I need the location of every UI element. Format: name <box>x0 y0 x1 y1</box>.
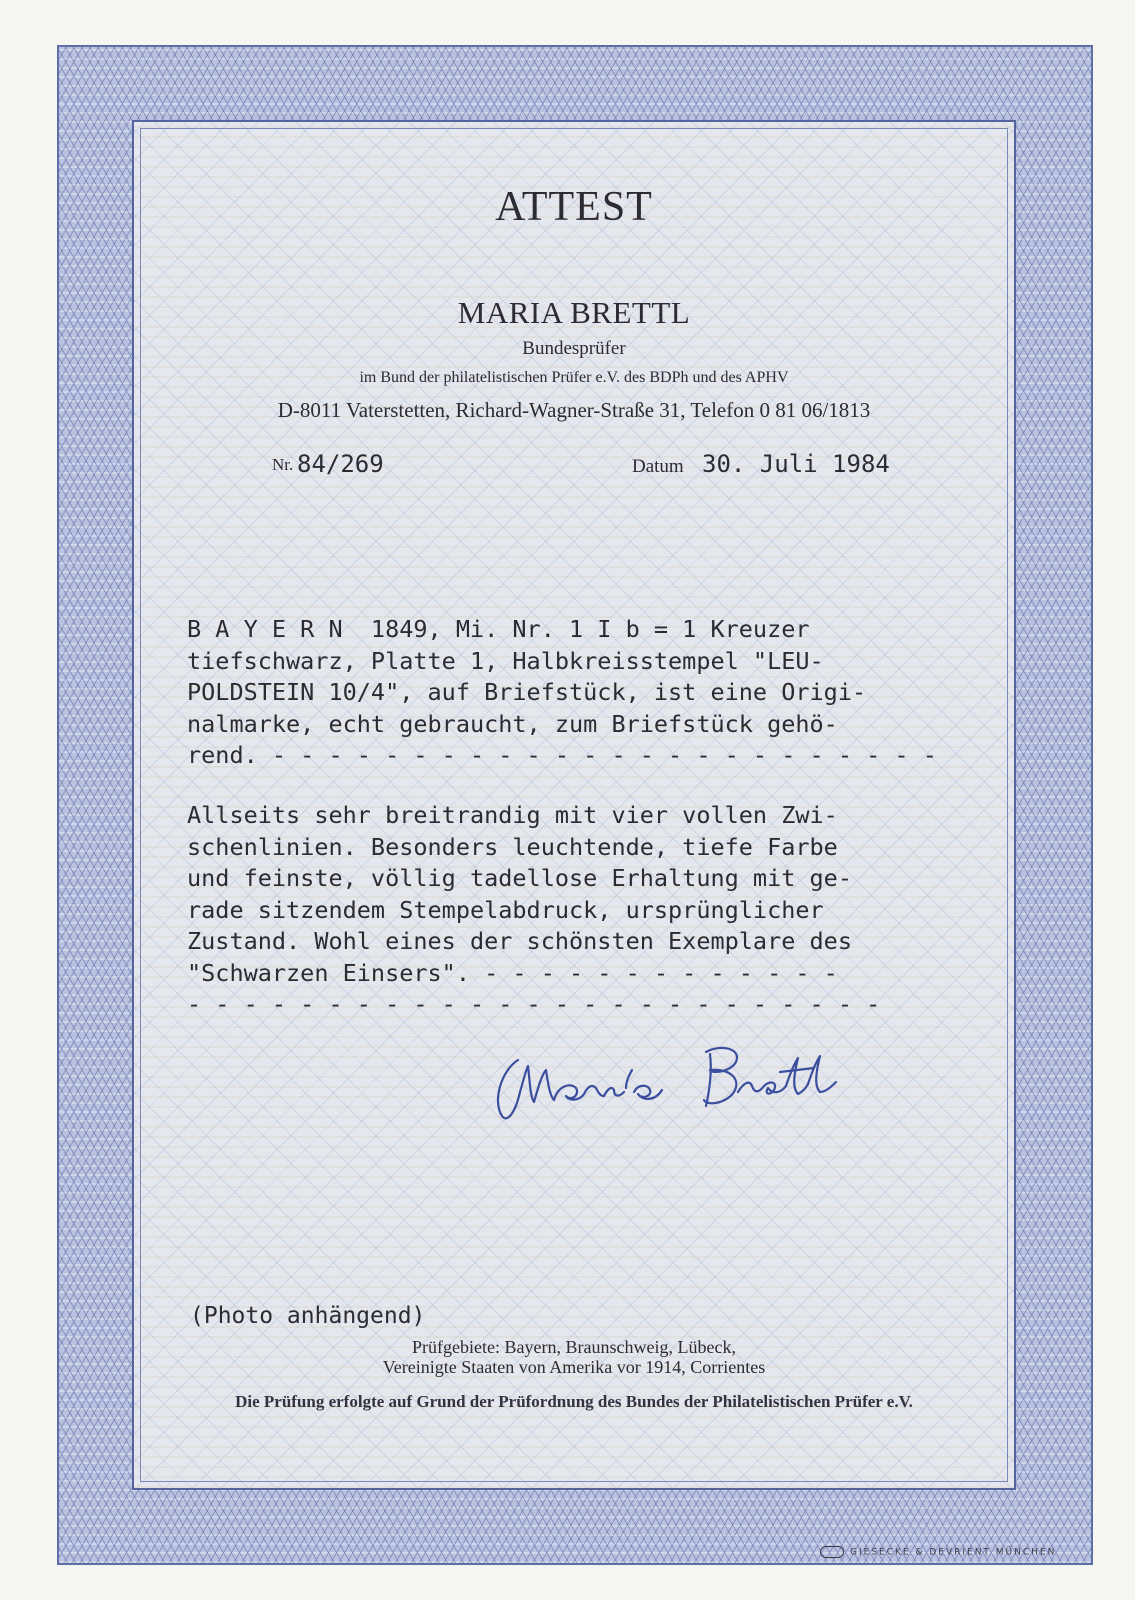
stamp-description: B A Y E R N 1849, Mi. Nr. 1 I b = 1 Kreuzer tiefschwarz, Platte 1, Halbkreisstempel "LEU- POLDSTEIN 10/4", auf Briefstück, ist eine Origi- nalmarke, echt gebraucht, zum Briefstück gehö- rend. - - - - - - - - - - - - - - - - - - - - - - - - <box>187 615 937 769</box>
scope-line-1: Prüfgebiete: Bayern, Braunschweig, Lübeck, <box>412 1337 736 1357</box>
handwritten-signature <box>480 1030 850 1130</box>
examiner-address: D-8011 Vaterstetten, Richard-Wagner-Straße 31, Telefon 0 81 06/1813 <box>277 398 871 422</box>
membership-line: im Bund der philatelistischen Prüfer e.V. des BDPh und des APHV <box>359 369 789 386</box>
printer-logo-icon <box>820 1546 844 1558</box>
certificate-title: ATTEST <box>495 184 653 230</box>
printer-name: GIESECKE & DEVRIENT MÜNCHEN <box>850 1547 1057 1558</box>
photo-note: (Photo anhängend) <box>190 1303 426 1329</box>
condition-description: Allseits sehr breitrandig mit vier vollen Zwi- schenlinien. Besonders leuchtende, tiefe Farbe und feinste, völlig tadellose Erhaltung mit ge- rade sitzendem Stempelabdruck, ursprünglicher Zustand. Wohl eines der schönsten Exemplare des "Schwarzen Einsers". - - - - - - - - - - - - - - - - - - - - - - - - - - - - - - - - - - - - - - <box>187 801 881 1018</box>
number-label: Nr. <box>272 455 294 474</box>
date-label: Datum <box>632 456 684 477</box>
certificate-number: 84/269 <box>297 450 384 478</box>
printer-imprint <box>820 1546 1090 1560</box>
scope-line-2: Vereinigte Staaten von Amerika vor 1914, Corrientes <box>382 1357 766 1377</box>
examiner-name: MARIA BRETTL <box>457 295 691 330</box>
regulation-note: Die Prüfung erfolgte auf Grund der Prüfordnung des Bundes der Philatelistischen Prüfer e.V. <box>235 1392 913 1411</box>
certificate-date: 30. Juli 1984 <box>702 450 890 478</box>
examiner-role: Bundesprüfer <box>522 338 626 359</box>
